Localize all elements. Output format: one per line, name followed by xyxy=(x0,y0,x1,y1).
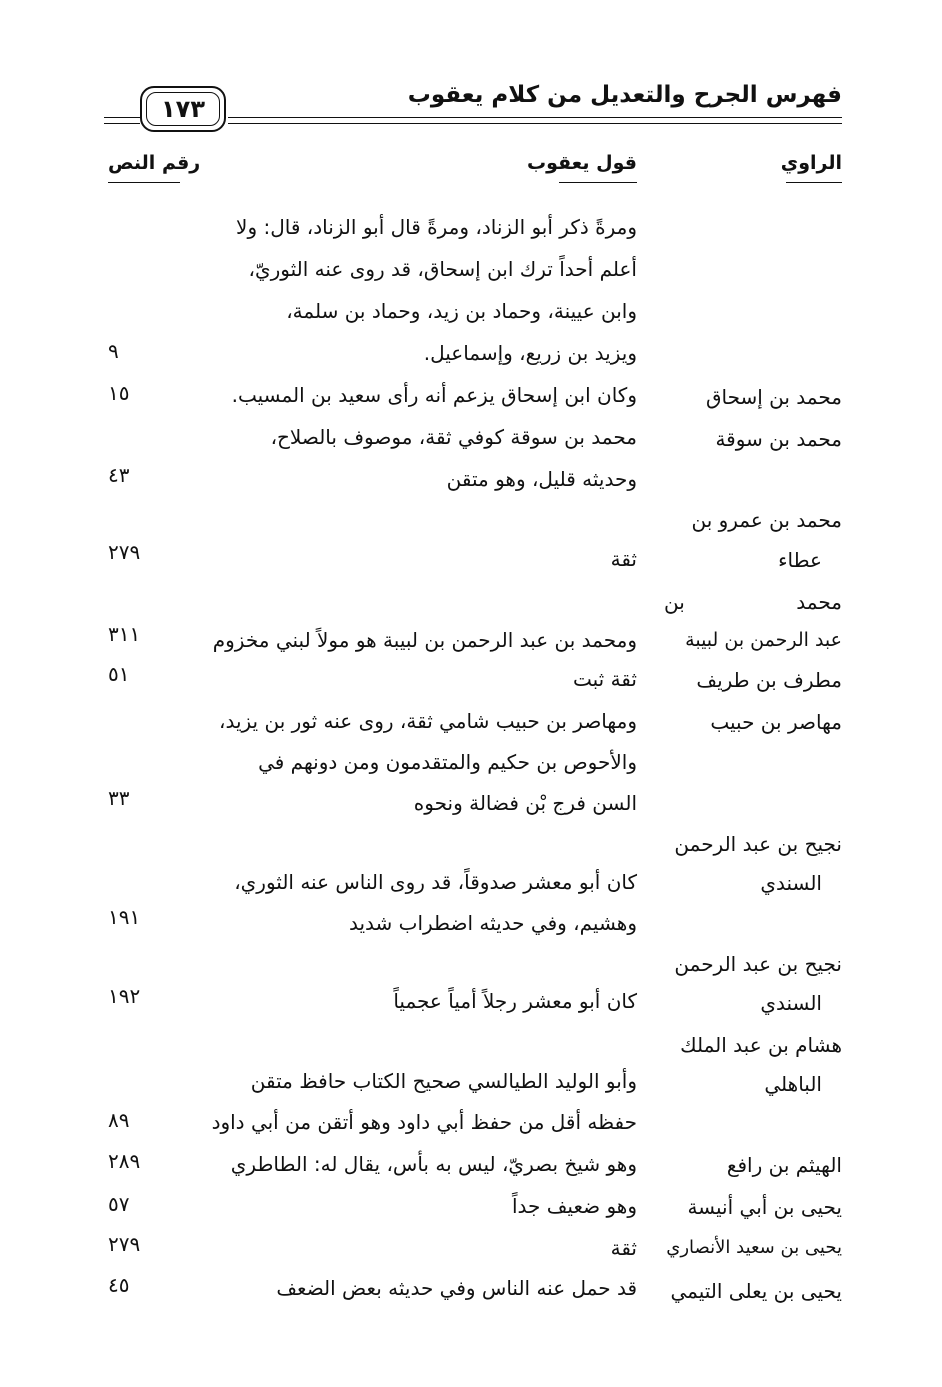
narrator-name-continued: الباهلي xyxy=(764,1072,822,1096)
narrator-name: نجيح بن عبد الرحمن xyxy=(674,952,842,976)
page-number-frame xyxy=(140,86,226,132)
saying-line: كان أبو معشر صدوقاً، قد روى الناس عنه الثوري، xyxy=(234,870,637,894)
saying-line: ومهاصر بن حبيب شامي ثقة، روى عنه ثور بن يزيد، xyxy=(218,709,637,733)
saying-line: ثقة ثبت xyxy=(572,667,637,691)
saying-line: محمد بن سوقة كوفي ثقة، موصوف بالصلاح، xyxy=(270,425,637,449)
header-rule-left-bottom xyxy=(104,123,140,124)
narrator-name: محمد بن xyxy=(664,590,842,614)
saying-line: ثقة xyxy=(610,547,637,571)
narrator-name: محمد بن سوقة xyxy=(715,427,842,451)
header-rule-top xyxy=(228,117,842,118)
narrator-name: نجيح بن عبد الرحمن xyxy=(674,832,842,856)
text-number: ٩ xyxy=(108,339,119,363)
text-number: ٢٨٩ xyxy=(108,1149,141,1173)
text-number: ٥٧ xyxy=(108,1192,130,1216)
saying-line: السن فرج بْن فضالة ونحوه xyxy=(413,791,637,815)
text-number: ٣٣ xyxy=(108,786,130,810)
narrator-name: الهيثم بن رافع xyxy=(726,1153,842,1177)
saying-line: وأبو الوليد الطيالسي صحيح الكتاب حافظ متقن xyxy=(250,1069,637,1093)
column-header-text-number-underline xyxy=(108,182,180,183)
column-header-saying-underline xyxy=(559,182,637,183)
saying-line: قد حمل عنه الناس وفي حديثه بعض الضعف xyxy=(276,1276,637,1300)
text-number: ١٩٢ xyxy=(108,984,141,1008)
narrator-name: يحيى بن يعلى التيمي xyxy=(670,1279,842,1303)
column-header-narrator-underline xyxy=(786,182,842,183)
text-number: ١٥ xyxy=(108,381,130,405)
text-number: ٤٣ xyxy=(108,463,130,487)
saying-line: والأحوص بن حكيم والمتقدمون ومن دونهم في xyxy=(258,750,637,774)
narrator-name: مطرف بن طريف xyxy=(696,668,842,692)
narrator-name: يحيى بن سعيد الأنصاري xyxy=(666,1237,842,1258)
text-number: ٤٥ xyxy=(108,1273,130,1297)
column-header-saying: قول يعقوب xyxy=(527,152,637,174)
narrator-name: يحيى بن أبي أنيسة xyxy=(687,1195,842,1219)
saying-line: وهو ضعيف جداً xyxy=(511,1194,637,1218)
saying-line: وكان ابن إسحاق يزعم أنه رأى سعيد بن المسيب. xyxy=(231,383,637,407)
narrator-name-continued: السندي xyxy=(760,871,822,895)
text-number: ٥١ xyxy=(108,662,130,686)
column-header-text-number: رقم النص xyxy=(108,152,201,174)
narrator-name: محمد بن إسحاق xyxy=(705,385,842,409)
saying-line: وحديثه قليل، وهو متقن xyxy=(446,467,637,491)
narrator-name-continued: عبد الرحمن بن لبيبة xyxy=(685,629,842,651)
text-number: ٣١١ xyxy=(108,622,141,646)
text-number: ١٩١ xyxy=(108,905,141,929)
page-number: ١٧٣ xyxy=(146,92,220,126)
saying-line: حفظه أقل من حفظ أبي داود وهو أتقن من أبي داود xyxy=(211,1110,637,1134)
header-rule-bottom xyxy=(228,123,842,124)
header-rule-left-top xyxy=(104,117,140,118)
saying-line: ويزيد بن زريع، وإسماعيل. xyxy=(423,341,637,365)
text-number: ٢٧٩ xyxy=(108,1232,141,1256)
text-number: ٨٩ xyxy=(108,1108,130,1132)
saying-line: ومرةً ذكر أبو الزناد، ومرةً قال أبو الزناد، قال: ولا xyxy=(236,215,637,239)
narrator-name-continued: السندي xyxy=(760,991,822,1015)
narrator-name: هشام بن عبد الملك xyxy=(680,1033,842,1057)
saying-line: كان أبو معشر رجلاً أمياً عجمياً xyxy=(393,989,637,1013)
column-header-narrator: الراوي xyxy=(780,152,842,174)
narrator-name: محمد بن عمرو بن xyxy=(691,508,842,532)
saying-line: ثقة xyxy=(610,1236,637,1260)
saying-line: ومحمد بن عبد الرحمن بن لبيبة هو مولاً لبني مخزوم xyxy=(212,628,637,652)
narrator-name-continued: عطاء xyxy=(778,548,822,572)
narrator-name: مهاصر بن حبيب xyxy=(710,710,842,734)
saying-line: وابن عيينة، وحماد بن زيد، وحماد بن سلمة، xyxy=(286,299,637,323)
text-number: ٢٧٩ xyxy=(108,540,141,564)
running-header-title: فهرس الجرح والتعديل من كلام يعقوب xyxy=(407,82,842,108)
saying-line: أعلم أحداً ترك ابن إسحاق، قد روى عنه الثوريّ، xyxy=(248,257,637,281)
saying-line: وهو شيخ بصريّ، ليس به بأس، يقال له: الطاطري xyxy=(230,1152,637,1176)
saying-line: وهشيم، وفي حديثه اضطراب شديد xyxy=(348,911,637,935)
